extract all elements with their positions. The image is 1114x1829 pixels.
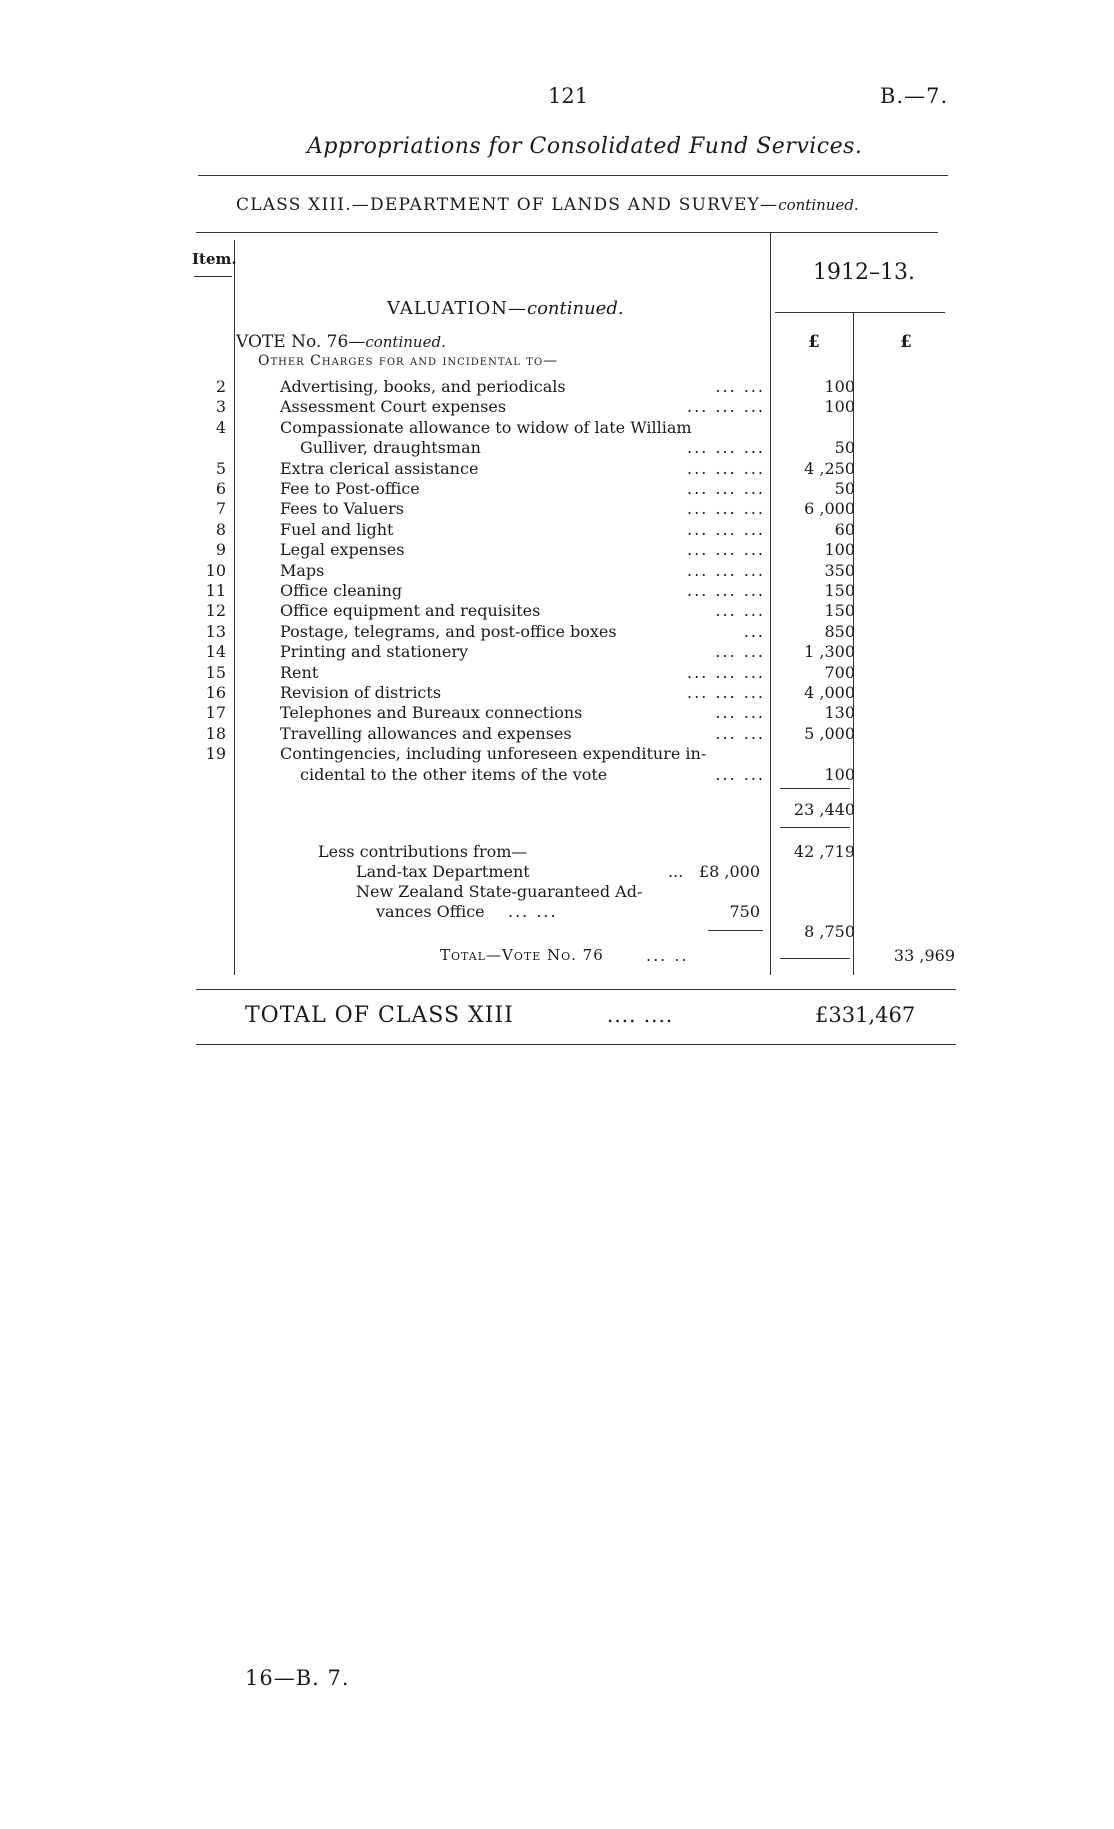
- vote-line-suffix: continued.: [365, 333, 446, 351]
- row-description: Assessment Court expenses: [280, 397, 507, 417]
- section-title: [387, 298, 624, 319]
- row-amount: 50: [834, 438, 855, 458]
- row-leader-dots: ... ...: [715, 764, 765, 784]
- row-description: Postage, telegrams, and post-office boxes: [280, 621, 617, 641]
- subtotal-amount: 23 ,440: [793, 800, 855, 819]
- row-description: Legal expenses: [280, 540, 405, 560]
- subtotal-rule: [780, 788, 850, 789]
- class-total-amount: £331,467: [815, 1003, 916, 1027]
- row-amount: 6 ,000: [804, 499, 855, 519]
- year-header: 1912–13.: [813, 260, 915, 285]
- row-description: Gulliver, draughtsman: [300, 438, 481, 458]
- row-item-number: 3: [215, 397, 226, 417]
- row-leader-dots: ... ... ...: [687, 397, 765, 417]
- row-amount: 100: [824, 764, 855, 784]
- row-leader-dots: ... ... ...: [687, 560, 765, 580]
- class-heading-suffix: continued.: [778, 196, 859, 214]
- row-leader-dots: ... ...: [715, 377, 765, 396]
- vote-total-dots: ... ..: [646, 946, 689, 965]
- sub-heading: Other Charges for and incidental to—: [258, 353, 559, 369]
- row-amount: 150: [824, 581, 855, 600]
- class-total-bottom-rule: [196, 1044, 956, 1045]
- row-amount: 60: [834, 519, 855, 539]
- row-leader-dots: ... ...: [715, 642, 765, 662]
- item-header-underline: [194, 276, 232, 277]
- contribution-land-tax-label: Land-tax Department: [356, 862, 530, 881]
- subtotal-bottom-rule: [780, 827, 850, 828]
- row-amount: 4 ,000: [804, 683, 855, 702]
- row-leader-dots: ... ... ...: [687, 499, 765, 519]
- row-leader-dots: ... ... ...: [687, 581, 765, 600]
- row-amount: 150: [824, 601, 855, 621]
- row-item-number: 2: [215, 377, 226, 396]
- contribution-advances-amount: 750: [729, 902, 760, 921]
- row-item-number: 8: [215, 519, 226, 539]
- row-item-number: 7: [215, 499, 226, 519]
- row-item-number: 6: [215, 479, 226, 498]
- row-leader-dots: ... ... ...: [687, 479, 765, 498]
- row-leader-dots: ... ... ...: [687, 662, 765, 682]
- row-item-number: 12: [205, 601, 226, 621]
- vote-line: [236, 332, 446, 352]
- row-description: Maps: [280, 560, 325, 580]
- row-amount: 100: [824, 397, 855, 417]
- contribution-land-tax-amount: £8 ,000: [698, 862, 760, 881]
- less-heading: Less contributions from—: [318, 842, 528, 861]
- class-total-label: TOTAL OF CLASS XIII: [245, 1003, 514, 1028]
- row-leader-dots: ... ...: [715, 723, 765, 743]
- row-description: Compassionate allowance to widow of late William: [280, 417, 692, 437]
- row-item-number: 14: [205, 642, 226, 662]
- class-heading-text: CLASS XIII.—DEPARTMENT OF LANDS AND SURVEY—: [236, 195, 779, 215]
- row-description: Telephones and Bureaux connections: [280, 703, 583, 723]
- row-leader-dots: ... ...: [715, 601, 765, 621]
- currency-symbol-col2: £: [900, 332, 912, 352]
- row-description: Revision of districts: [280, 683, 442, 702]
- class-total-dots: .... ....: [607, 1003, 674, 1027]
- row-amount: 130: [824, 703, 855, 723]
- row-description: Fuel and light: [280, 519, 394, 539]
- vote-total-amount: 33 ,969: [893, 946, 955, 965]
- row-amount: 100: [824, 540, 855, 560]
- row-leader-dots: ... ...: [715, 703, 765, 723]
- row-leader-dots: ... ... ...: [687, 438, 765, 458]
- class-heading: [236, 195, 859, 215]
- row-item-number: 15: [205, 662, 226, 682]
- row-description: Travelling allowances and expenses: [280, 723, 572, 743]
- gross-total-amount: 42 ,719: [793, 842, 855, 861]
- row-description: Fees to Valuers: [280, 499, 404, 519]
- row-amount: 850: [824, 621, 855, 641]
- section-title-suffix: continued.: [527, 298, 624, 319]
- row-description: Contingencies, including unforeseen expenditure in-: [280, 744, 707, 764]
- contribution-advances-label: New Zealand State-guaranteed Ad-: [356, 882, 643, 901]
- contributions-rule: [708, 930, 763, 931]
- row-amount: 50: [834, 479, 855, 498]
- header-rule: [198, 175, 948, 176]
- signature-mark: 16—B. 7.: [245, 1666, 350, 1690]
- row-amount: 5 ,000: [804, 723, 855, 743]
- row-item-number: 4: [215, 417, 226, 437]
- page-title: Appropriations for Consolidated Fund Services.: [307, 134, 863, 159]
- year-column-rule: [770, 232, 771, 975]
- contribution-advances-label-cont: vances Office: [376, 902, 485, 921]
- currency-symbol-col1: £: [808, 332, 820, 352]
- row-item-number: 10: [205, 560, 226, 580]
- row-leader-dots: ... ... ...: [687, 540, 765, 560]
- row-amount: 350: [824, 560, 855, 580]
- contribution-land-tax-dots: ...: [668, 862, 684, 881]
- row-amount: 100: [824, 377, 855, 396]
- row-item-number: 5: [215, 458, 226, 478]
- row-description: Extra clerical assistance: [280, 458, 479, 478]
- vote-line-text: VOTE No. 76—: [236, 332, 366, 352]
- item-column-header: Item.: [192, 250, 237, 268]
- row-amount: 700: [824, 662, 855, 682]
- table-top-rule: [196, 232, 938, 233]
- vote-total-rule: [780, 958, 850, 959]
- page-number: 121: [548, 84, 589, 108]
- vote-total-label: Total—Vote No. 76: [440, 946, 604, 964]
- row-description: Fee to Post-office: [280, 479, 420, 498]
- row-item-number: 19: [205, 744, 226, 764]
- row-item-number: 18: [205, 723, 226, 743]
- row-description: Office equipment and requisites: [280, 601, 541, 621]
- row-description: Printing and stationery: [280, 642, 469, 662]
- row-leader-dots: ... ... ...: [687, 683, 765, 702]
- year-header-rule: [775, 312, 945, 313]
- row-item-number: 11: [205, 581, 226, 600]
- item-column-rule: [234, 240, 235, 975]
- row-description: Rent: [280, 662, 319, 682]
- row-leader-dots: ...: [743, 621, 765, 641]
- row-item-number: 13: [205, 621, 226, 641]
- row-leader-dots: ... ... ...: [687, 519, 765, 539]
- row-description: cidental to the other items of the vote: [300, 764, 608, 784]
- class-total-top-rule: [196, 989, 956, 990]
- row-description: Advertising, books, and periodicals: [280, 377, 566, 396]
- section-title-text: VALUATION—: [387, 298, 527, 319]
- row-item-number: 16: [205, 683, 226, 702]
- contribution-advances-dots: ... ...: [508, 902, 558, 921]
- page-reference: B.—7.: [880, 84, 949, 108]
- row-leader-dots: ... ... ...: [687, 458, 765, 478]
- row-amount: 1 ,300: [804, 642, 855, 662]
- row-amount: 4 ,250: [804, 458, 855, 478]
- row-item-number: 17: [205, 703, 226, 723]
- row-item-number: 9: [215, 540, 226, 560]
- row-description: Office cleaning: [280, 581, 403, 600]
- contributions-total-amount: 8 ,750: [804, 922, 855, 941]
